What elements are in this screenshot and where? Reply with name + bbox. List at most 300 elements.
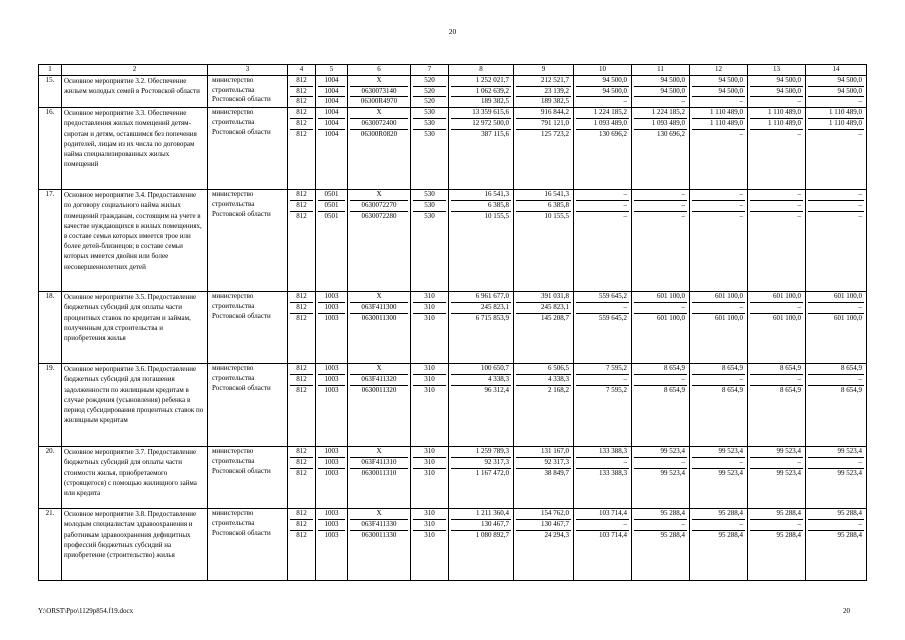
value-line: 99 523,4 — [808, 447, 864, 458]
value-cell — [288, 509, 316, 581]
value-line: 310 — [424, 530, 435, 539]
value-line: 0630011310 — [361, 468, 397, 477]
value-line: 530 — [413, 119, 446, 130]
page-number-top: 20 — [448, 27, 457, 36]
table-row — [39, 190, 867, 292]
value-line: – — [623, 97, 627, 106]
value-line: Х — [350, 364, 408, 375]
value-line: 10 155,5 — [484, 211, 509, 220]
activity-description: Основное мероприятие 3.2. Обеспечение жильем молодых семей в Ростовской области — [62, 75, 208, 107]
value-cell — [748, 292, 806, 364]
value-line: Х — [350, 108, 408, 119]
value-cell — [806, 292, 867, 364]
value-cell — [806, 447, 867, 509]
value-cell — [348, 447, 411, 509]
value-line: 601 100,0 — [715, 313, 743, 322]
value-line: 812 — [296, 468, 307, 477]
value-line: – — [808, 190, 864, 201]
value-cell — [632, 509, 690, 581]
value-line: – — [808, 201, 864, 212]
value-cell — [348, 108, 411, 190]
value-line: – — [797, 97, 801, 106]
value-line: 0630073140 — [350, 87, 408, 98]
value-cell — [748, 447, 806, 509]
responsible-line: Ростовской области — [212, 95, 271, 104]
value-line: 95 288,4 — [660, 530, 685, 539]
footer-file-path: Y:\ORST\Ppo\1129p854.f19.docx — [38, 607, 134, 615]
row-number: 19. — [39, 364, 62, 447]
value-cell — [806, 190, 867, 292]
value-line: 812 — [290, 303, 313, 314]
value-line: 1003 — [318, 303, 345, 314]
table-row — [39, 108, 867, 190]
value-cell — [449, 108, 514, 190]
value-line: – — [750, 190, 803, 201]
value-line: 812 — [290, 447, 313, 458]
footer-page-number: 20 — [843, 607, 850, 615]
activity-description: Основное мероприятие 3.6. Предоставление бюджетных субсидий для погашения задолженности по жилищным кредитам в случае рождения (усыновления) ребенка в период субсидирования процентных ставок по жилищным кредитам — [62, 364, 208, 447]
value-line: 1 110 489,0 — [692, 119, 745, 130]
value-line: 310 — [413, 292, 446, 303]
value-line: – — [576, 201, 629, 212]
value-line: 0630011300 — [361, 313, 397, 322]
column-number: 6 — [348, 65, 411, 76]
value-line: 1 110 489,0 — [808, 119, 864, 130]
value-line: 812 — [290, 201, 313, 212]
value-line: – — [750, 375, 803, 386]
value-cell — [574, 509, 632, 581]
value-line: 0630011330 — [361, 530, 397, 539]
value-cell — [316, 509, 348, 581]
value-cell — [348, 292, 411, 364]
value-line: 95 288,4 — [718, 530, 743, 539]
value-line: 387 115,6 — [481, 129, 509, 138]
responsible-line: Ростовской области — [212, 383, 271, 392]
value-line: Х — [350, 76, 408, 87]
value-line: 06300R0820 — [360, 129, 398, 138]
value-cell — [690, 447, 748, 509]
responsible-line: министерство — [212, 447, 254, 456]
value-line: 8 654,9 — [634, 364, 687, 375]
value-line: 812 — [290, 292, 313, 303]
value-line: 6 715 853,9 — [475, 313, 509, 322]
responsible-line: Ростовской области — [212, 209, 271, 218]
value-line: 0630072280 — [361, 211, 397, 220]
value-line: 1004 — [318, 87, 345, 98]
value-cell — [748, 108, 806, 190]
value-line: 791 121,0 — [516, 119, 571, 130]
value-line: 94 500,0 — [808, 87, 864, 98]
value-line: 1004 — [324, 129, 339, 138]
value-line: 94 500,0 — [576, 87, 629, 98]
value-line: 310 — [424, 385, 435, 394]
value-line: 4 338,3 — [451, 375, 511, 386]
value-line: 2 168,2 — [548, 385, 569, 394]
value-line: 94 500,0 — [750, 87, 803, 98]
value-cell — [411, 108, 449, 190]
value-line: 530 — [413, 190, 446, 201]
value-cell — [632, 364, 690, 447]
value-line: 1004 — [318, 108, 345, 119]
value-line: 7 595,2 — [606, 385, 627, 394]
value-line: 94 500,0 — [634, 76, 687, 87]
value-line: 601 100,0 — [634, 292, 687, 303]
value-line: – — [623, 211, 627, 220]
value-line: 92 317,3 — [451, 458, 511, 469]
value-line: Х — [350, 292, 408, 303]
value-line: 1003 — [318, 509, 345, 520]
value-line: 310 — [413, 303, 446, 314]
value-line: 1 259 789,3 — [451, 447, 511, 458]
value-line: – — [576, 520, 629, 531]
value-line: Х — [350, 509, 408, 520]
value-cell — [514, 108, 574, 190]
value-line: 130 696,2 — [657, 129, 685, 138]
value-line: 812 — [290, 87, 313, 98]
value-line: 24 294,3 — [544, 530, 569, 539]
responsible-line: Ростовской области — [212, 466, 271, 475]
value-cell — [288, 364, 316, 447]
value-line: 95 288,4 — [808, 509, 864, 520]
value-line: 06300R4970 — [360, 97, 398, 106]
value-line: – — [576, 458, 629, 469]
responsible-line: строительства — [212, 373, 255, 382]
column-number: 3 — [208, 65, 288, 76]
value-cell — [806, 364, 867, 447]
value-cell — [514, 509, 574, 581]
value-line: 10 155,5 — [544, 211, 569, 220]
value-line: 130 696,2 — [599, 129, 627, 138]
value-cell — [411, 75, 449, 107]
value-line: 391 031,8 — [516, 292, 571, 303]
value-cell — [348, 509, 411, 581]
responsible-line: министерство — [212, 364, 254, 373]
value-line: 1 062 639,2 — [451, 87, 511, 98]
value-line: 530 — [424, 129, 435, 138]
value-cell — [288, 190, 316, 292]
value-line: 99 523,4 — [634, 447, 687, 458]
value-line: 530 — [413, 201, 446, 212]
value-cell — [632, 447, 690, 509]
value-line: 245 823,1 — [451, 303, 511, 314]
value-line: – — [858, 97, 862, 106]
value-line: – — [692, 520, 745, 531]
value-cell — [748, 75, 806, 107]
row-number: 21. — [39, 509, 62, 581]
value-line: 1003 — [318, 375, 345, 386]
column-number: 1 — [39, 65, 62, 76]
value-line: 1004 — [324, 97, 339, 106]
responsible-line: Ростовской области — [212, 311, 271, 320]
value-line: 812 — [290, 119, 313, 130]
value-line: 8 654,9 — [750, 364, 803, 375]
value-line: 0630072400 — [350, 119, 408, 130]
value-cell — [690, 190, 748, 292]
value-cell — [632, 292, 690, 364]
value-line: – — [797, 211, 801, 220]
value-cell — [632, 190, 690, 292]
value-cell — [514, 292, 574, 364]
value-line: – — [692, 375, 745, 386]
table-row — [39, 75, 867, 107]
responsible-line: министерство — [212, 292, 254, 301]
value-line: 812 — [296, 129, 307, 138]
value-line: 94 500,0 — [750, 76, 803, 87]
value-line: 94 500,0 — [692, 87, 745, 98]
column-number: 13 — [748, 65, 806, 76]
value-cell — [514, 190, 574, 292]
value-line: 0501 — [318, 201, 345, 212]
value-line: – — [634, 190, 687, 201]
value-line: 1003 — [324, 385, 339, 394]
value-line: 1 080 892,7 — [475, 530, 509, 539]
responsible-line: строительства — [212, 518, 255, 527]
value-line: 812 — [296, 211, 307, 220]
value-line: 812 — [296, 385, 307, 394]
value-line: 601 100,0 — [808, 292, 864, 303]
value-line: 103 714,4 — [599, 530, 627, 539]
responsible-line: министерство — [212, 75, 254, 84]
value-line: 16 541,3 — [451, 190, 511, 201]
value-line: 8 654,9 — [664, 385, 685, 394]
value-cell — [574, 292, 632, 364]
row-number: 17. — [39, 190, 62, 292]
value-line: 95 288,4 — [692, 509, 745, 520]
column-number: 5 — [316, 65, 348, 76]
value-line: 063F411310 — [350, 458, 408, 469]
responsible-line: строительства — [212, 199, 255, 208]
value-line: 1003 — [324, 313, 339, 322]
value-line: – — [576, 375, 629, 386]
value-line: 812 — [290, 108, 313, 119]
value-line: 601 100,0 — [692, 292, 745, 303]
activity-description: Основное мероприятие 3.7. Предоставление бюджетных субсидий для оплаты части стоимости жилья, приобретаемого (строящегося) с помощью жилищного займа или кредита — [62, 447, 208, 509]
value-cell — [316, 364, 348, 447]
value-line: 601 100,0 — [834, 313, 862, 322]
responsible-line: Ростовской области — [212, 127, 271, 136]
column-number: 12 — [690, 65, 748, 76]
value-line: 1 224 185,2 — [634, 108, 687, 119]
value-line: 0630072270 — [350, 201, 408, 212]
value-line: 063F411300 — [350, 303, 408, 314]
value-line: 16 541,3 — [516, 190, 571, 201]
value-line: 95 288,4 — [634, 509, 687, 520]
value-line: 601 100,0 — [657, 313, 685, 322]
value-line: Х — [350, 447, 408, 458]
value-line: 1003 — [324, 530, 339, 539]
value-cell — [690, 108, 748, 190]
value-cell — [449, 190, 514, 292]
value-line: – — [739, 97, 743, 106]
value-line: – — [858, 211, 862, 220]
value-line: 1 110 489,0 — [692, 108, 745, 119]
value-line: 133 388,3 — [599, 468, 627, 477]
row-number: 20. — [39, 447, 62, 509]
responsible-line: министерство — [212, 108, 254, 117]
value-cell — [690, 364, 748, 447]
value-cell — [348, 190, 411, 292]
value-cell — [411, 190, 449, 292]
value-line: 1 110 489,0 — [808, 108, 864, 119]
value-line: 189 382,5 — [481, 97, 509, 106]
value-line: 601 100,0 — [750, 292, 803, 303]
value-line: 99 523,4 — [776, 468, 801, 477]
value-cell — [411, 292, 449, 364]
value-cell — [748, 364, 806, 447]
value-line: 131 167,0 — [516, 447, 571, 458]
value-line: 99 523,4 — [750, 447, 803, 458]
value-line: 8 654,9 — [808, 364, 864, 375]
value-cell — [288, 447, 316, 509]
column-number: 11 — [632, 65, 690, 76]
value-cell — [574, 447, 632, 509]
value-line: 99 523,4 — [692, 447, 745, 458]
value-line: 7 595,2 — [576, 364, 629, 375]
value-cell — [574, 108, 632, 190]
value-line: – — [634, 375, 687, 386]
value-line: 125 723,2 — [541, 129, 569, 138]
value-line: 6 961 677,0 — [451, 292, 511, 303]
value-cell — [806, 108, 867, 190]
table-row — [39, 509, 867, 581]
value-line: 812 — [296, 313, 307, 322]
value-line: – — [750, 303, 803, 314]
value-line: 95 288,4 — [837, 530, 862, 539]
value-line: 063F411330 — [350, 520, 408, 531]
value-cell — [411, 364, 449, 447]
value-line: 310 — [413, 458, 446, 469]
value-line: 12 972 500,0 — [451, 119, 511, 130]
responsible-line: строительства — [212, 117, 255, 126]
value-line: – — [681, 97, 685, 106]
value-line: 96 312,4 — [484, 385, 509, 394]
responsible-line: Ростовской области — [212, 528, 271, 537]
value-cell — [316, 108, 348, 190]
value-cell — [574, 364, 632, 447]
value-line: – — [808, 520, 864, 531]
activity-description: Основное мероприятие 3.5. Предоставление бюджетных субсидий для оплаты части процентных ставок по кредитам и займам, полученным для строительства и приобретения жилья — [62, 292, 208, 364]
value-line: – — [692, 458, 745, 469]
value-line: 245 823,1 — [516, 303, 571, 314]
value-line: 94 500,0 — [692, 76, 745, 87]
value-cell — [748, 190, 806, 292]
value-cell — [449, 292, 514, 364]
column-number: 10 — [574, 65, 632, 76]
value-cell — [514, 75, 574, 107]
row-number: 18. — [39, 292, 62, 364]
value-cell — [411, 447, 449, 509]
value-line: – — [634, 458, 687, 469]
value-line: 1003 — [318, 447, 345, 458]
value-line: 310 — [413, 509, 446, 520]
value-line: 130 467,7 — [516, 520, 571, 531]
responsible-line: министерство — [212, 509, 254, 518]
value-line: 154 762,0 — [516, 509, 571, 520]
value-cell — [806, 75, 867, 107]
value-cell — [449, 75, 514, 107]
value-line: – — [808, 458, 864, 469]
responsible-executor — [208, 364, 288, 447]
value-line: 8 654,9 — [722, 385, 743, 394]
value-line: – — [576, 190, 629, 201]
value-line: 0501 — [318, 190, 345, 201]
value-cell — [632, 75, 690, 107]
value-cell — [690, 292, 748, 364]
value-line: – — [750, 520, 803, 531]
responsible-line: министерство — [212, 190, 254, 199]
value-line: 6 385,8 — [516, 201, 571, 212]
value-cell — [316, 190, 348, 292]
value-line: 1 167 472,0 — [475, 468, 509, 477]
value-cell — [316, 447, 348, 509]
value-line: – — [739, 211, 743, 220]
value-line: 0630011320 — [361, 385, 397, 394]
value-line: 1003 — [318, 364, 345, 375]
value-line: 812 — [290, 364, 313, 375]
value-line: 520 — [424, 97, 435, 106]
value-cell — [449, 509, 514, 581]
value-line: 812 — [296, 97, 307, 106]
value-line: 94 500,0 — [576, 76, 629, 87]
value-cell — [690, 509, 748, 581]
value-line: 310 — [413, 375, 446, 386]
value-line: 130 467,7 — [451, 520, 511, 531]
value-line: 145 208,7 — [541, 313, 569, 322]
value-line: 133 388,3 — [576, 447, 629, 458]
activity-description: Основное мероприятие 3.3. Обеспечение предоставления жилых помещений детям-сиротам и детям, оставшимся без попечения родителей, лицам из их числа по договорам найма специализированных жилых помещений — [62, 108, 208, 190]
value-line: 1 110 489,0 — [750, 119, 803, 130]
value-line: 1 252 021,7 — [451, 76, 511, 87]
value-line: – — [692, 303, 745, 314]
column-number: 8 — [449, 65, 514, 76]
value-line: 310 — [413, 520, 446, 531]
value-line: 8 654,9 — [780, 385, 801, 394]
value-line: 1 110 489,0 — [750, 108, 803, 119]
responsible-executor — [208, 75, 288, 107]
value-line: – — [750, 458, 803, 469]
value-cell — [514, 447, 574, 509]
value-line: 1 093 489,0 — [576, 119, 629, 130]
value-line: 6 506,5 — [516, 364, 571, 375]
value-cell — [316, 292, 348, 364]
value-line: 212 521,7 — [516, 76, 571, 87]
row-number: 16. — [39, 108, 62, 190]
value-line: – — [739, 129, 743, 138]
value-line: 1003 — [318, 520, 345, 531]
value-line: 812 — [290, 458, 313, 469]
value-line: 520 — [413, 87, 446, 98]
column-number: 4 — [288, 65, 316, 76]
responsible-executor — [208, 108, 288, 190]
column-number: 9 — [514, 65, 574, 76]
value-line: – — [576, 303, 629, 314]
value-cell — [632, 108, 690, 190]
value-line: 23 139,2 — [516, 87, 571, 98]
value-line: 1003 — [324, 468, 339, 477]
activity-description: Основное мероприятие 3.4. Предоставление по договору социального найма жилых помещений гражданам, состоящим на учете в качестве нуждающихся в жилых помещениях, в составе семьи которых имеется трое или более детей-близнецов; в составе семьи которых имеется двойня или более несовершеннолетних детей — [62, 190, 208, 292]
value-line: – — [634, 520, 687, 531]
value-line: – — [797, 129, 801, 138]
value-line: 1003 — [318, 458, 345, 469]
program-funding-table — [38, 64, 867, 581]
activity-description: Основное мероприятие 3.8. Предоставление молодым специалистам здравоохранения и работникам здравоохранения дефицитных профессий бюджетных субсидий на приобретение (строительство) жилья — [62, 509, 208, 581]
value-line: 95 288,4 — [776, 530, 801, 539]
value-line: 13 359 615,6 — [451, 108, 511, 119]
value-cell — [574, 190, 632, 292]
value-line: – — [808, 375, 864, 386]
value-cell — [288, 108, 316, 190]
value-cell — [748, 509, 806, 581]
